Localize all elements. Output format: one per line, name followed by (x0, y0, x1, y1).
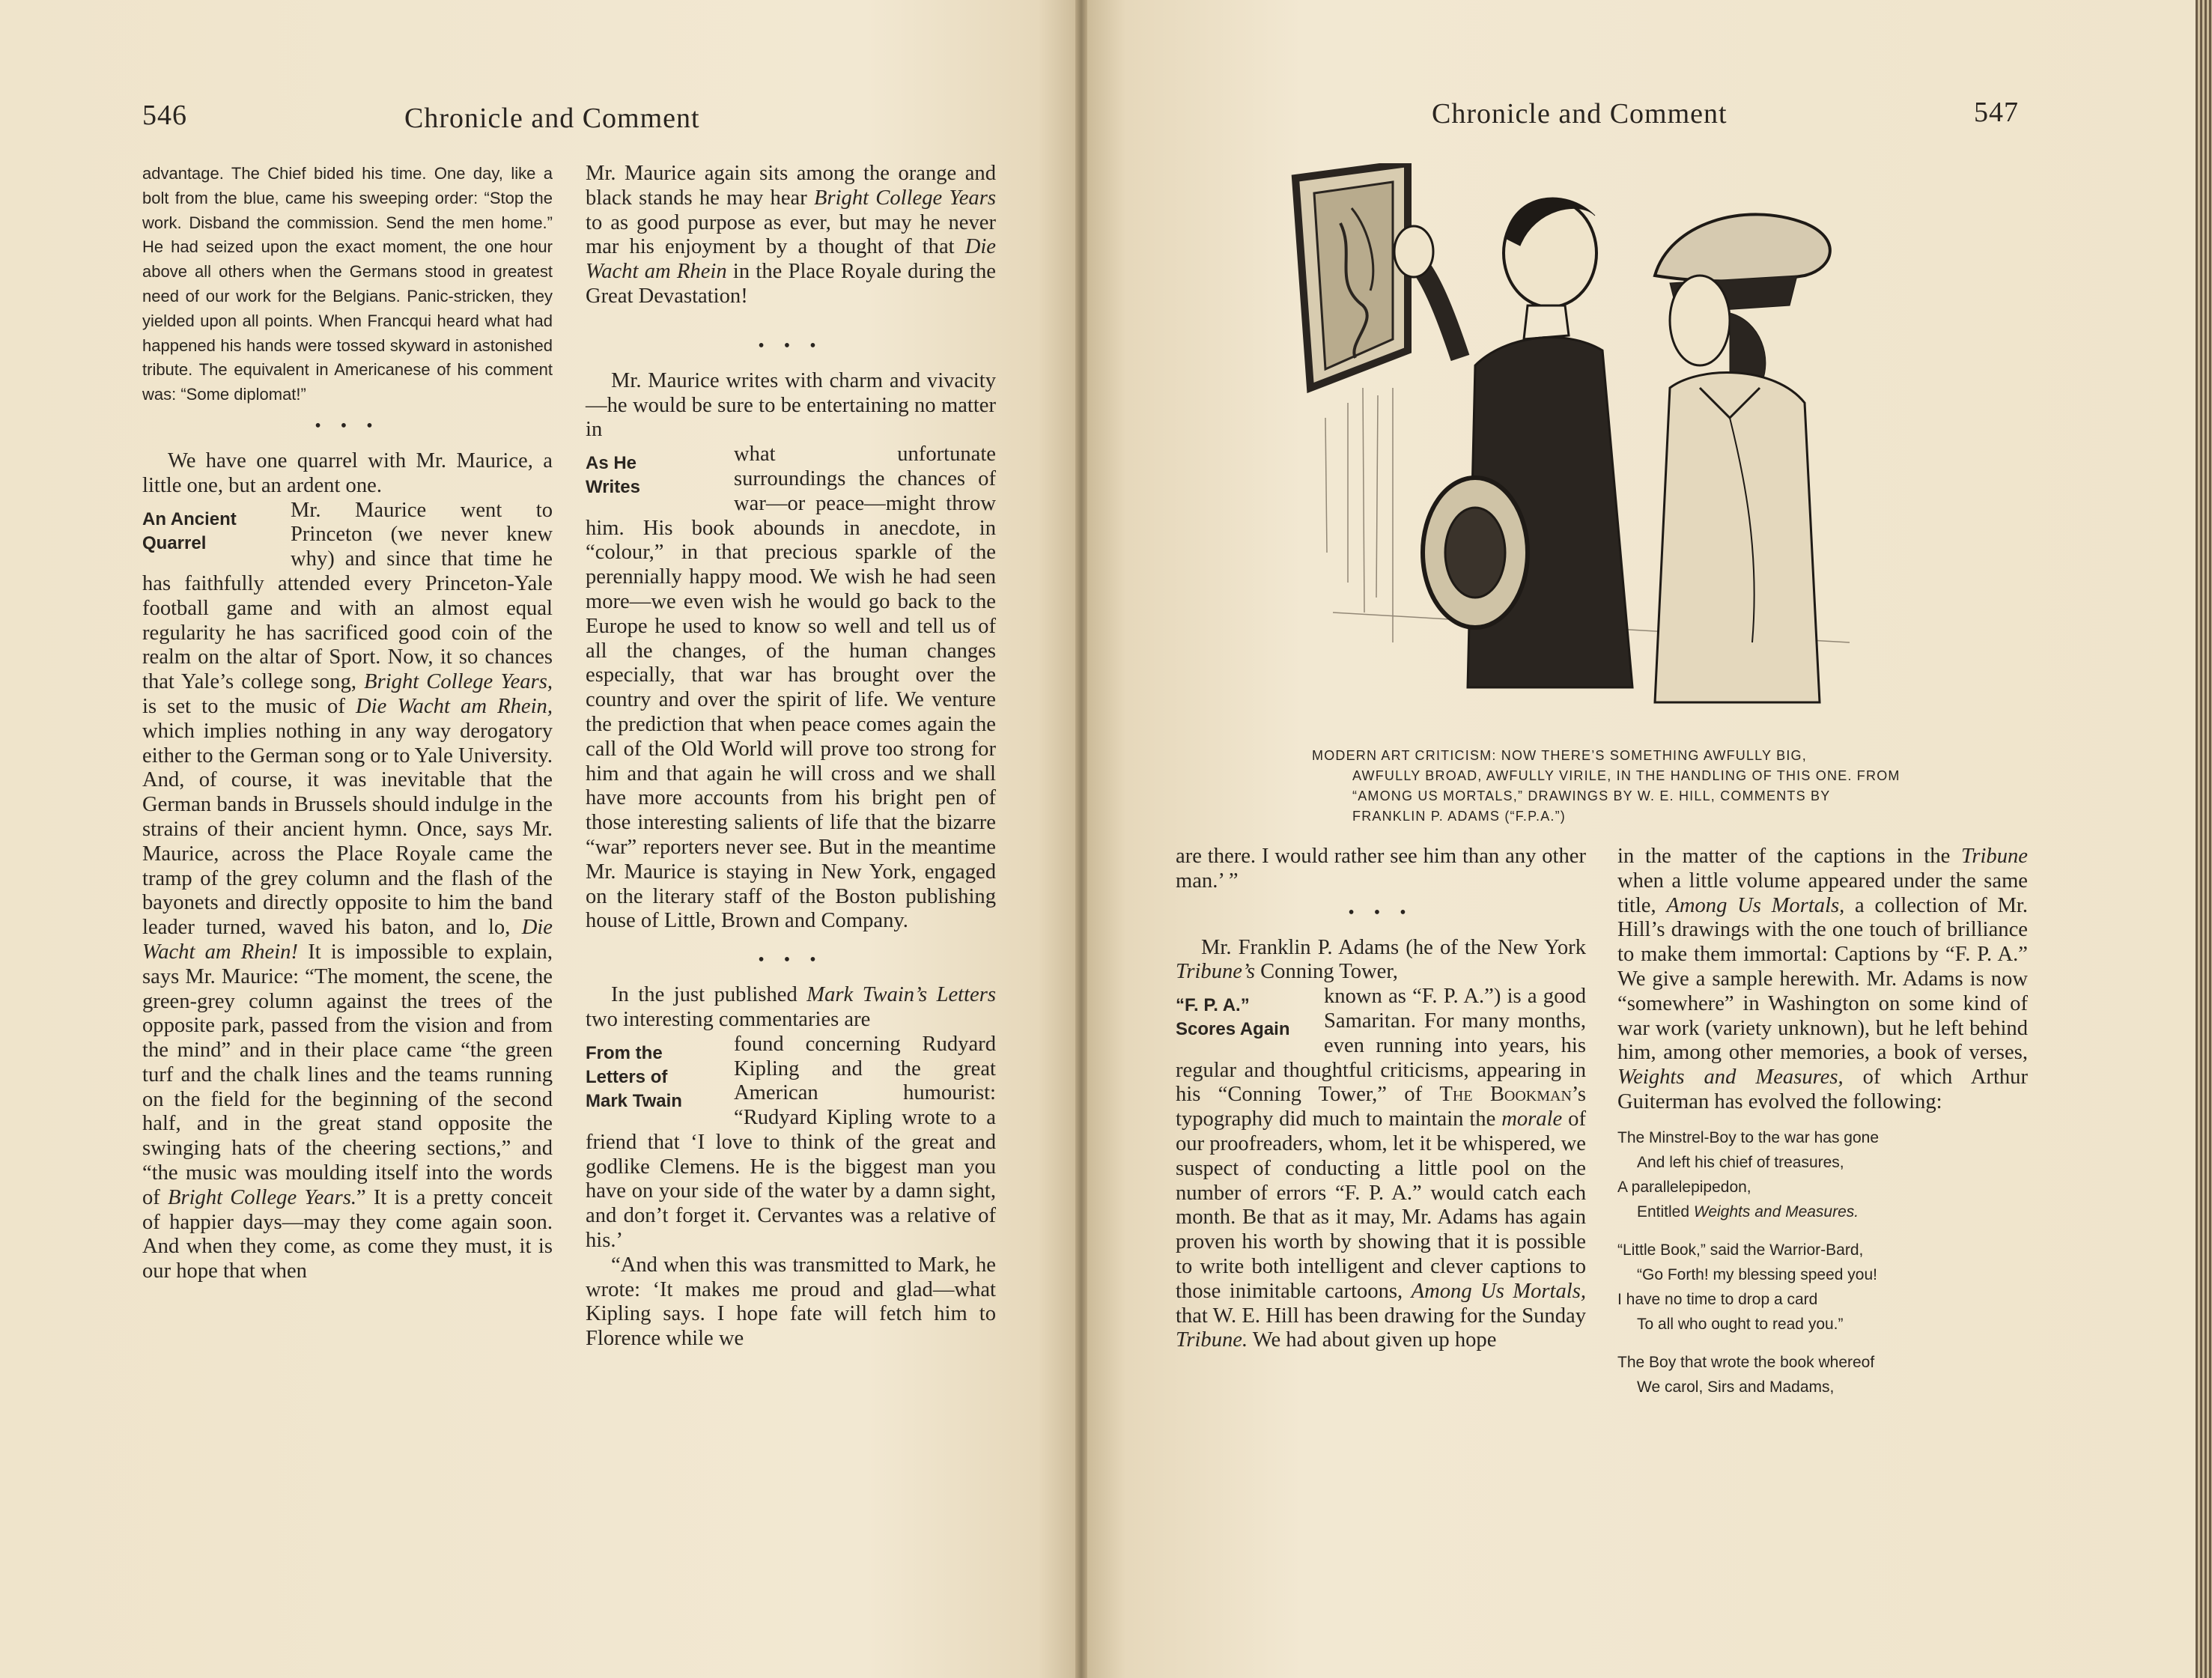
section-divider: • • • (758, 335, 824, 356)
paragraph: what unfortunate surroundings the chances of war—or peace—might throw him. His book abounds in anecdote, in “colour,” in that precious sparkle of the perennially happy mood. We wish he had seen more—we even wish he would go back to the Europe he used to know so well and tell us of all the changes, of the human changes especially, that war has brought over the country and over the spirit of life. We venture the prediction that when peace comes again the call of the Old World will prove too strong for him and that again he will cross and we shall have more accounts from his bright pen of those interesting salients of life that the bizarre “war” reporters never see. But in the meantime Mr. Maurice is staying in New York, engaged on the literary staff of the Boston publishing house of Little, Brown and Company. (586, 443, 996, 933)
poem-line: And left his chief of treasures, (1637, 1153, 1844, 1171)
sidebar-heading-line: Writes (586, 477, 640, 498)
sidebar-heading (1176, 994, 1318, 1042)
man-figure (1394, 198, 1632, 687)
paragraph: advantage. The Chief bided his time. One day, like a bolt from the blue, came his sweeping order: “Stop the work. Disband the commission. Send the men home.” He had seized upon the exact moment, the one hour above all others when the Germans stood in greatest need of our work for the Belgians. Panic-stricken, they yielded upon all points. When Francqui heard what had happened his hands were tossed skyward in astonished tribute. The equivalent in Americanese of his comment was: “Some diplomat!” (142, 164, 553, 404)
poem-line: I have no time to drop a card (1617, 1290, 1818, 1308)
framed-painting (1295, 163, 1408, 388)
sidebar-heading (586, 1042, 728, 1113)
running-head-left: Chronicle and Comment (404, 103, 700, 134)
poem-line: To all who ought to read you.” (1637, 1315, 1844, 1333)
paragraph: in the matter of the captions in the Tribune when a little volume appeared under the same title, Among Us Mortals, a collection of Mr. Hill’s drawings with the one touch of brilliance to make them immortal: Captions by “F. P. A.” We give a sample herewith. Mr. Adams is now “somewhere” in Washington on some kind of war work (variety unknown), but he left behind him, among other memories, a book of verses, Weights and Measures, of which Arthur Guiterman has evolved the following: (1617, 845, 2029, 1113)
sidebar-heading (142, 508, 285, 556)
section-divider: • • • (758, 950, 824, 970)
woman-figure (1655, 214, 1830, 702)
paragraph-lead: Mr. Franklin P. Adams (he of the New York Tribune’s Conning Tower, (1176, 935, 1586, 984)
paragraph: known as “F. P. A.”) is a good Samaritan. For many months, even running into years, his regular and thoughtful criticisms, appearing in his “Conning Tower,” of The Bookman’s typography did much to maintain the morale of our proofreaders, whom, let it be whispered, we suspect of conducting a little pool on the number of errors “F. P. A.” would catch each month. Be that as it may, Mr. Adams has again proven his worth by showing that it is possible to write both intelligent and clever captions to those inimitable cartoons, Among Us Mortals, that W. E. Hill has been drawing for the Sunday Tribune. We had about given up hope (1176, 985, 1587, 1352)
poem-stanza (1617, 1238, 2028, 1337)
sidebar-heading-line: “F. P. A.” (1176, 995, 1250, 1016)
poem-line: The Boy that wrote the book whereof (1617, 1353, 1875, 1371)
poem-line: A parallelepipedon, (1617, 1178, 1751, 1196)
poem-stanza (1617, 1125, 2028, 1224)
caption-line-2: AWFULLY BROAD, AWFULLY VIRILE, IN THE HANDLING OF THIS ONE. FROM “AMONG US MORTALS,” DRAWINGS BY W. E. HILL, COMMENTS BY FRANKLIN P. ADAMS (“F.P.A.”) (1352, 768, 1900, 824)
book-gutter (1075, 0, 1087, 1678)
sidebar-heading-line: Mark Twain (586, 1090, 682, 1111)
poem-line: We carol, Sirs and Madams, (1637, 1378, 1835, 1396)
poem-line: The Minstrel-Boy to the war has gone (1617, 1128, 1880, 1146)
paragraph: Mr. Maurice went to Princeton (we never knew why) and since that time he has faithfully attended every Princeton-Yale football game and with an almost equal regularity he has sacrificed good coin of the realm on the altar of Sport. Now, it so chances that Yale’s college song, Bright College Years, is set to the music of Die Wacht am Rhein, which implies nothing in any way derogatory either to the German song or to Yale University. And, of course, it was inevitable that the German bands in Brussels should indulge in the strains of their ancient hymn. Once, says Mr. Maurice, across the Place Royale came the tramp of the grey column and the flash of the bayonets and directly opposite to him the band leader turned, waved his baton, and lo, Die Wacht am Rhein! It is impossible to explain, says Mr. Maurice: “The moment, the scene, the green-grey column against the trees of the opposite park, passed from the vision and from the mind” and in their place came “the green turf and the chalk lines and the teams running on the field for the beginning of the second half, and in the great stand opposite the swinging hats of the cheering sections,” and “the music was moulding itself into the words of Bright College Years.” It is a pretty conceit of happier days—may they come again soon. And when they come, as come they must, it is our hope that when (142, 498, 553, 1283)
left-page-column-1 (142, 162, 553, 1284)
sidebar-heading (586, 452, 728, 499)
caption-line-1: MODERN ART CRITICISM: NOW THERE’S SOMETHING AWFULLY BIG, (1312, 748, 1807, 763)
sidebar-heading-line: Quarrel (142, 532, 207, 553)
poem-line: “Go Forth! my blessing speed you! (1637, 1265, 1877, 1283)
section-divider: • • • (315, 416, 380, 436)
paragraph-lead: Mr. Maurice writes with charm and vivacity—he would be sure to be entertaining no matter in (586, 368, 996, 442)
sidebar-heading-line: As He (586, 453, 637, 474)
poem-line: “Little Book,” said the Warrior-Bard, (1617, 1241, 1864, 1259)
page-number-right: 547 (1974, 97, 2019, 128)
illustration-caption (1312, 746, 1903, 827)
paragraph: Mr. Maurice again sits among the orange and black stands he may hear Bright College Years to as good purpose as ever, but may he never mar his enjoyment by a thought of that Die Wacht am Rhein in the Place Royale during the Great Devastation! (586, 162, 996, 308)
paragraph: found concerning Rudyard Kipling and the great American humourist: “Rudyard Kipling wrote to a friend that ‘I love to think of the great and godlike Clemens. He is the biggest man you have on your side of the water by a damn sight, and don’t forget it. Cervantes was a relative of his.’ (586, 1032, 996, 1253)
paragraph: are there. I would rather see him than any other man.’ ” (1176, 845, 1586, 893)
poem-stanza (1617, 1350, 2028, 1399)
poem-line: Entitled Weights and Measures. (1637, 1203, 1859, 1220)
illustration-couple-viewing-painting (1280, 163, 1909, 732)
sidebar-heading-line: Scores Again (1176, 1019, 1290, 1040)
sidebar-heading-line: An Ancient (142, 508, 237, 529)
right-page-column-1 (1176, 845, 1586, 1353)
running-head-right: Chronicle and Comment (1432, 98, 1728, 130)
sidebar-heading-line: From the (586, 1042, 663, 1063)
left-page-column-2 (586, 162, 996, 1352)
sidebar-heading-line: Letters of (586, 1066, 668, 1087)
page-edges (2196, 0, 2212, 1678)
paragraph: “And when this was transmitted to Mark, he wrote: ‘It makes me proud and glad—what Kipling says. I hope fate will fetch him to Florence while we (586, 1253, 996, 1351)
right-page-column-2 (1617, 845, 2028, 1413)
page-number-left: 546 (142, 100, 187, 131)
paragraph-lead: We have one quarrel with Mr. Maurice, a little one, but an ardent one. (142, 449, 553, 497)
section-divider: • • • (1348, 902, 1414, 922)
paragraph-lead: In the just published Mark Twain’s Letters two interesting commentaries are (586, 983, 997, 1031)
poem (1617, 1125, 2028, 1399)
